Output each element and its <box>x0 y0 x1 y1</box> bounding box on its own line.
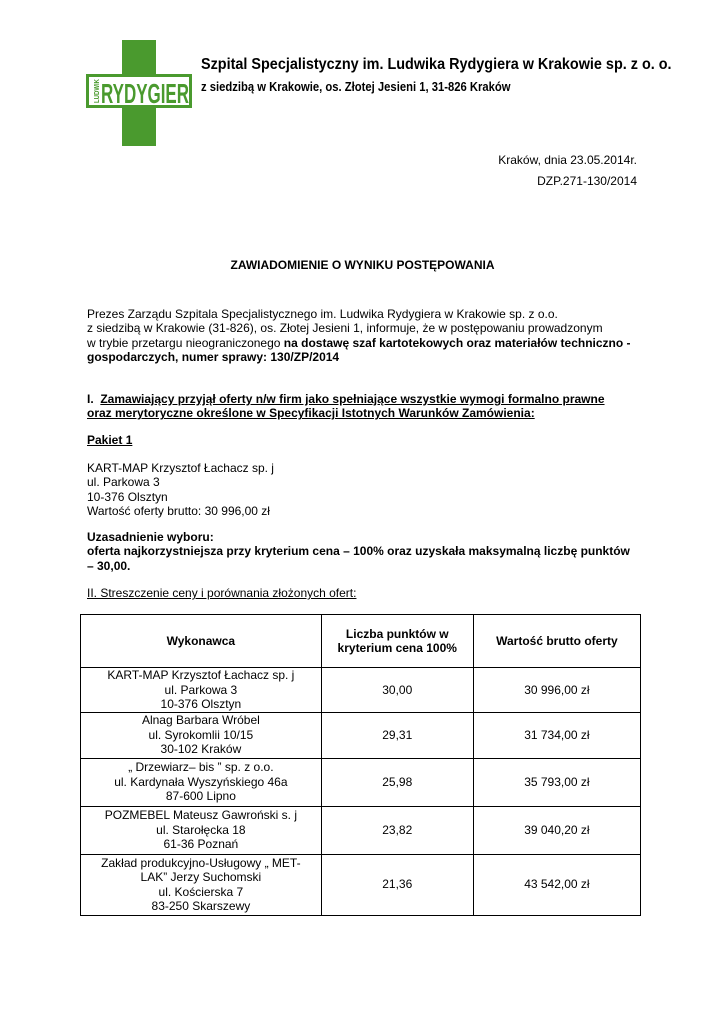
intro-line: z siedzibą w Krakowie (31-826), os. Złotej Jesieni 1, informuje, że w postępowaniu prowadzonym <box>87 321 603 336</box>
intro-text: w trybie przetargu nieograniczonego <box>87 335 284 350</box>
table-row <box>81 668 641 713</box>
table-row <box>81 712 641 758</box>
intro-subject: na dostawę szaf kartotekowych oraz materiałów techniczno - <box>283 335 631 350</box>
section-1-heading <box>87 392 639 421</box>
value-cell: 39 040,20 zł <box>473 806 640 854</box>
justification-line: – 30,00. <box>87 558 131 573</box>
intro-line: Prezes Zarządu Szpitala Specjalistycznego im. Ludwika Rydygiera w Krakowie sp. z o.o. <box>87 307 558 321</box>
table-row <box>81 806 641 854</box>
intro-line <box>87 336 639 350</box>
justification-line: oferta najkorzystniejsza przy kryterium cena – 100% oraz uzyskała maksymalną liczbę punktów <box>87 544 630 559</box>
header-points-line: kryterium cena 100% <box>337 641 457 655</box>
intro-line: gospodarczych, numer sprawy: 130/ZP/2014 <box>87 349 340 364</box>
contractor-line: Alnag Barbara Wróbel <box>141 713 260 728</box>
contractor-line: Zakład produkcyjno-Usługowy „ MET- <box>101 855 301 870</box>
intro-paragraph <box>87 307 639 364</box>
section-2-heading: II. Streszczenie ceny i porównania złożonych ofert: <box>87 586 357 600</box>
contractor-line: ul. Kościerska 7 <box>158 884 244 899</box>
logo-small-text: LUDWIK <box>94 75 101 103</box>
table-row <box>81 758 641 806</box>
points-cell: 30,00 <box>321 668 473 713</box>
contractor-line: ul. Starołęcka 18 <box>156 822 246 837</box>
points-cell: 29,31 <box>321 712 473 758</box>
contractor-cell <box>81 806 322 854</box>
header-points <box>321 615 473 668</box>
selected-offer <box>87 461 639 518</box>
offer-city: 10-376 Olsztyn <box>87 489 168 504</box>
contractor-line: 30-102 Kraków <box>160 742 242 757</box>
section-1-line: oraz merytoryczne określone w Specyfikacji Istotnych Warunków Zamówienia: <box>87 406 535 421</box>
value-cell: 43 542,00 zł <box>473 854 640 915</box>
document-title: ZAWIADOMIENIE O WYNIKU POSTĘPOWANIA <box>230 258 495 272</box>
header-value: Wartość brutto oferty <box>473 615 640 668</box>
section-1-text: Zamawiający przyjął oferty n/w firm jako spełniające wszystkie wymogi formalno prawne <box>100 392 605 406</box>
points-cell: 23,82 <box>321 806 473 854</box>
contractor-line: KART-MAP Krzysztof Łachacz sp. j <box>107 668 295 682</box>
contractor-cell <box>81 758 322 806</box>
contractor-line: ul. Syrokomlii 10/15 <box>148 727 254 742</box>
offers-table <box>80 614 641 916</box>
header-contractor: Wykonawca <box>81 615 322 668</box>
package-label: Pakiet 1 <box>87 433 133 447</box>
contractor-line: LAK” Jerzy Suchomski <box>140 870 262 884</box>
justification <box>87 530 639 573</box>
logo-text: RYDYGIER <box>101 78 189 109</box>
contractor-line: 10-376 Olsztyn <box>160 697 242 711</box>
hospital-logo <box>86 40 192 146</box>
justification-heading: Uzasadnienie wyboru: <box>87 530 214 544</box>
contractor-cell <box>81 712 322 758</box>
contractor-line: POZMEBEL Mateusz Gawroński s. j <box>104 808 298 823</box>
points-cell: 25,98 <box>321 758 473 806</box>
points-cell: 21,36 <box>321 854 473 915</box>
table-row <box>81 854 641 915</box>
value-cell: 31 734,00 zł <box>473 712 640 758</box>
hospital-address: z siedzibą w Krakowie, os. Złotej Jesieni 1, 31-826 Kraków <box>201 80 511 94</box>
contractor-line: ul. Parkowa 3 <box>164 682 238 697</box>
contractor-line: 61-36 Poznań <box>163 837 239 852</box>
case-number: DZP.271-130/2014 <box>537 174 637 188</box>
offer-value: Wartość oferty brutto: 30 996,00 zł <box>87 503 270 518</box>
offer-street: ul. Parkowa 3 <box>87 475 160 490</box>
contractor-line: „ Drzewiarz– bis ” sp. z o.o. <box>128 760 274 775</box>
section-1-line <box>87 392 639 406</box>
value-cell: 35 793,00 zł <box>473 758 640 806</box>
table-header-row <box>81 615 641 668</box>
contractor-line: 83-250 Skarszewy <box>151 899 251 913</box>
value-cell: 30 996,00 zł <box>473 668 640 713</box>
header-points-line: Liczba punktów w <box>345 626 449 641</box>
section-numeral: I. <box>87 392 94 406</box>
hospital-name: Szpital Specjalistyczny im. Ludwika Rydygiera w Krakowie sp. z o. o. <box>201 56 672 73</box>
document-date: Kraków, dnia 23.05.2014r. <box>498 153 637 167</box>
contractor-cell <box>81 854 322 915</box>
offer-company: KART-MAP Krzysztof Łachacz sp. j <box>87 461 274 475</box>
contractor-line: ul. Kardynała Wyszyńskiego 46a <box>114 774 288 789</box>
contractor-line: 87-600 Lipno <box>165 789 236 804</box>
contractor-cell <box>81 668 322 713</box>
